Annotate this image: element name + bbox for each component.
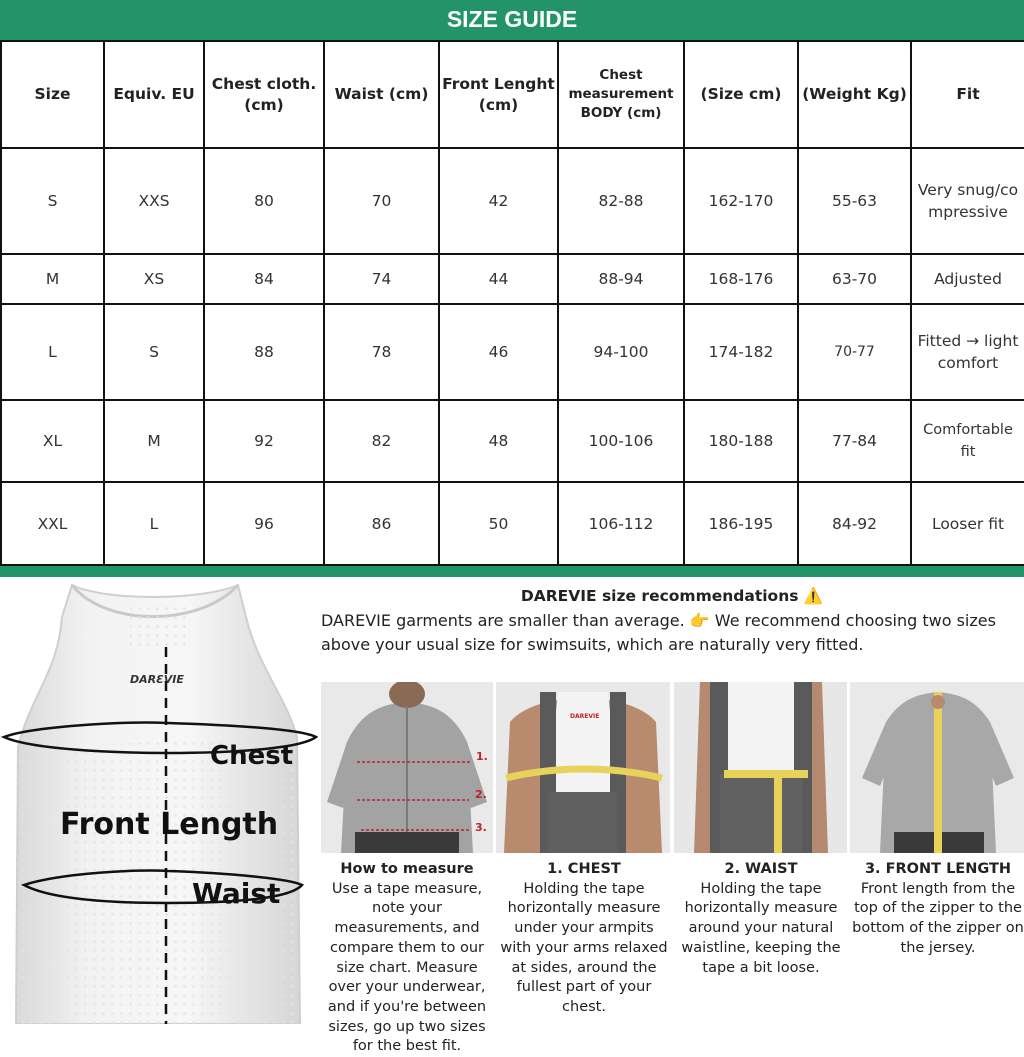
- photo-front-length: [850, 682, 1024, 853]
- cell-chest-cloth: 80: [204, 148, 324, 254]
- cell-weight: 70-77: [798, 304, 911, 400]
- cell-front-length: 46: [439, 304, 558, 400]
- cell-height: 174-182: [684, 304, 798, 400]
- caption-text: Use a tape measure, note your measurements, and compare them to our size chart. Measure over your underwear, and if you're between sizes, go up two sizes for the best fit.: [327, 880, 487, 1055]
- caption-how-to-measure: [319, 860, 495, 1057]
- cell-fit: Looser fit: [911, 482, 1024, 565]
- col-header-chest-cloth: Chest cloth. (cm): [204, 41, 324, 148]
- cell-waist: 82: [324, 400, 439, 482]
- cell-fit: Very snug/compressive: [911, 148, 1024, 254]
- caption-waist: [678, 860, 844, 978]
- jersey-illustration: [0, 577, 318, 1024]
- col-header-waist: Waist (cm): [324, 41, 439, 148]
- photo-chest: [496, 682, 670, 853]
- cell-front-length: 42: [439, 148, 558, 254]
- cell-height: 180-188: [684, 400, 798, 482]
- recommendation-title: DAREVIE size recommendations ⚠️: [520, 587, 824, 605]
- cell-waist: 70: [324, 148, 439, 254]
- cell-equiv-eu: S: [104, 304, 204, 400]
- col-header-size: Size: [1, 41, 104, 148]
- cell-equiv-eu: XXS: [104, 148, 204, 254]
- caption-title: 1. CHEST: [547, 861, 621, 877]
- cell-waist: 78: [324, 304, 439, 400]
- cell-equiv-eu: XS: [104, 254, 204, 304]
- recommendation-text: DAREVIE garments are smaller than average. 👉 We recommend choosing two sizes above your usual size for swimsuits, which are naturally very fitted.: [321, 611, 996, 654]
- col-header-fit: Fit: [911, 41, 1024, 148]
- cell-chest-cloth: 96: [204, 482, 324, 565]
- cell-weight: 84-92: [798, 482, 911, 565]
- cell-height: 186-195: [684, 482, 798, 565]
- cell-chest-cloth: 84: [204, 254, 324, 304]
- cell-chest-cloth: 88: [204, 304, 324, 400]
- size-guide-header: [0, 0, 1024, 40]
- cell-equiv-eu: M: [104, 400, 204, 482]
- table-row: [1, 400, 1024, 482]
- cell-weight: 63-70: [798, 254, 911, 304]
- cell-weight: 55-63: [798, 148, 911, 254]
- marker-1: 1.: [476, 750, 488, 763]
- page-title: SIZE GUIDE: [446, 6, 578, 32]
- table-row: [1, 482, 1024, 565]
- cell-front-length: 48: [439, 400, 558, 482]
- section-divider: [0, 566, 1024, 577]
- cell-size: L: [1, 304, 104, 400]
- front-length-label: Front Length: [60, 807, 279, 842]
- caption-text: Front length from the top of the zipper to the bottom of the zipper on the jersey.: [852, 880, 1024, 956]
- chest-label: Chest: [210, 741, 294, 771]
- caption-front-length: [852, 860, 1024, 959]
- col-header-chest-body: Chest measurement BODY (cm): [558, 41, 684, 148]
- caption-text: Holding the tape horizontally measure under your armpits with your arms relaxed at sides, around the fullest part of your chest.: [500, 880, 668, 1015]
- caption-title: 3. FRONT LENGTH: [864, 861, 1012, 877]
- cell-waist: 74: [324, 254, 439, 304]
- caption-title: How to measure: [340, 861, 474, 877]
- table-row: [1, 304, 1024, 400]
- cell-chest-body: 94-100: [558, 304, 684, 400]
- measurement-section: [0, 577, 1024, 1055]
- cell-waist: 86: [324, 482, 439, 565]
- cell-size: XXL: [1, 482, 104, 565]
- col-header-height: (Size cm): [684, 41, 798, 148]
- cell-fit: Adjusted: [911, 254, 1024, 304]
- cell-chest-body: 100-106: [558, 400, 684, 482]
- caption-text: Holding the tape horizontally measure around your natural waistline, keeping the tape a bit loose.: [681, 880, 841, 976]
- cell-chest-body: 82-88: [558, 148, 684, 254]
- cell-equiv-eu: L: [104, 482, 204, 565]
- photo-how-to-measure: [321, 682, 493, 853]
- cell-weight: 77-84: [798, 400, 911, 482]
- cell-size: XL: [1, 400, 104, 482]
- col-header-equiv-eu: Equiv. EU: [104, 41, 204, 148]
- cell-size: S: [1, 148, 104, 254]
- cell-height: 168-176: [684, 254, 798, 304]
- jersey-brand-text: DARƐVIE: [130, 673, 184, 686]
- cell-chest-cloth: 92: [204, 400, 324, 482]
- jersey-graphic: [0, 577, 318, 1024]
- cell-front-length: 44: [439, 254, 558, 304]
- marker-3: 3.: [475, 821, 487, 834]
- strap-brand: DAREVIE: [570, 713, 600, 720]
- cell-size: M: [1, 254, 104, 304]
- cell-fit: Comfortable fit: [911, 400, 1024, 482]
- size-table: [0, 40, 1024, 566]
- table-row: [1, 148, 1024, 254]
- caption-chest: [498, 860, 670, 1018]
- cell-front-length: 50: [439, 482, 558, 565]
- cell-chest-body: 106-112: [558, 482, 684, 565]
- waist-label: Waist: [192, 877, 281, 910]
- caption-title: 2. WAIST: [724, 861, 798, 877]
- col-header-weight: (Weight Kg): [798, 41, 911, 148]
- marker-2: 2.: [475, 788, 487, 801]
- table-header-row: [1, 41, 1024, 148]
- col-header-front-length: Front Lenght (cm): [439, 41, 558, 148]
- cell-chest-body: 88-94: [558, 254, 684, 304]
- cell-height: 162-170: [684, 148, 798, 254]
- cell-fit: Fitted → light comfort: [911, 304, 1024, 400]
- table-row: [1, 254, 1024, 304]
- photo-waist: [674, 682, 847, 853]
